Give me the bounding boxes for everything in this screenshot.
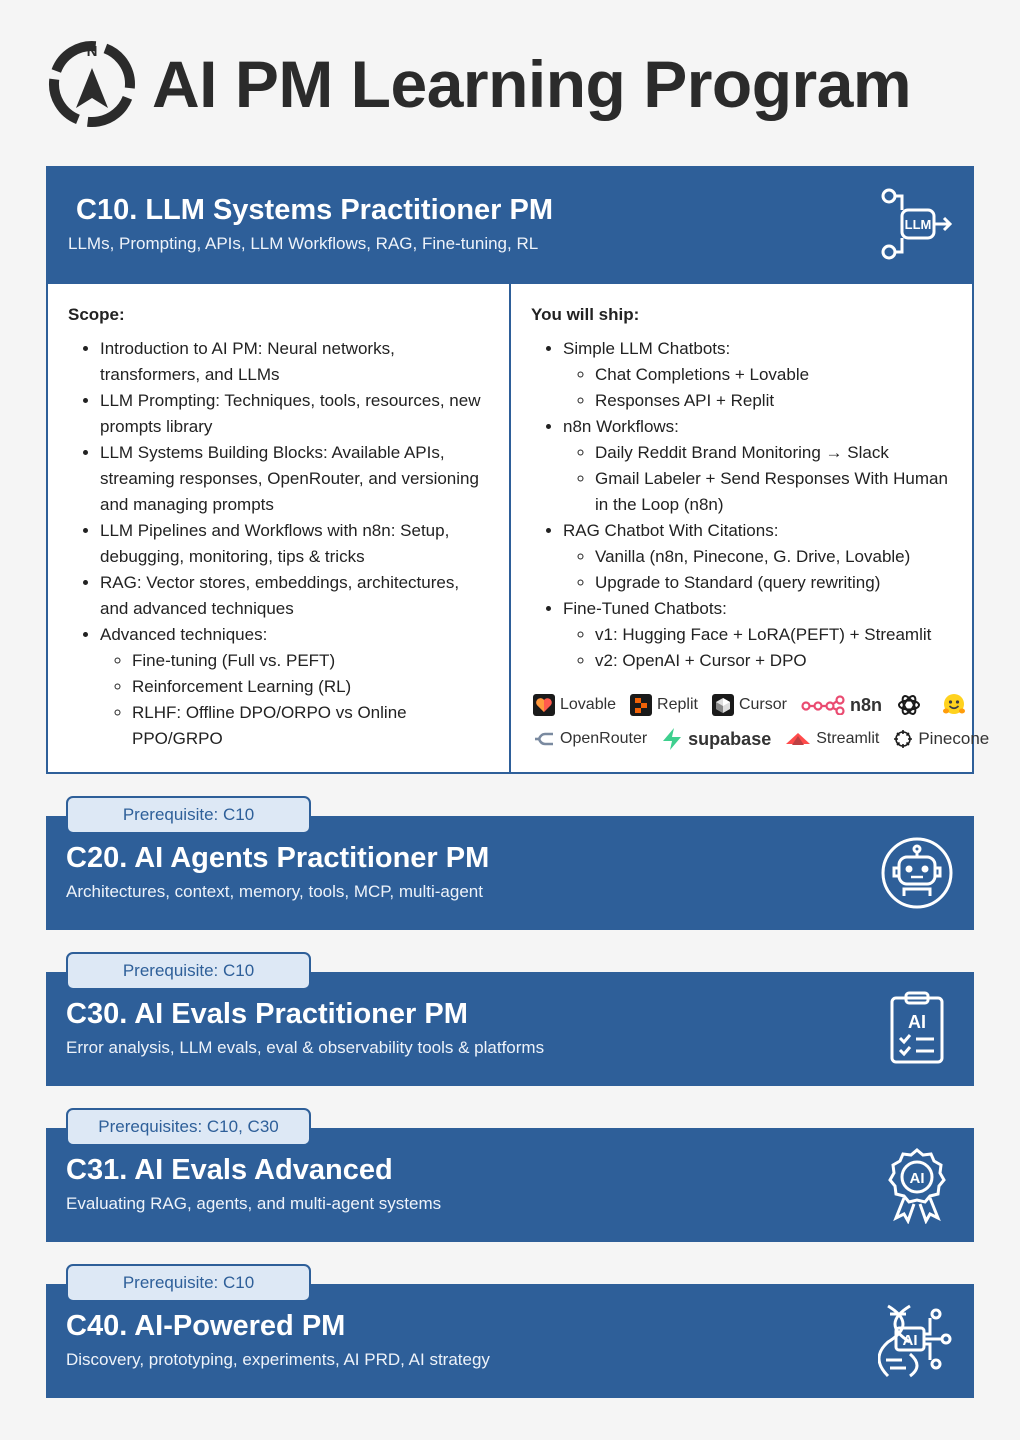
- list-item: ◦ Daily Reddit Brand Monitoring → Slack: [595, 440, 952, 466]
- icon-label: AI: [909, 1170, 925, 1187]
- tool-label: Replit: [657, 696, 698, 713]
- icon-label: AI: [908, 1012, 926, 1032]
- page-title: AI PM Learning Program: [152, 47, 912, 121]
- award-badge-icon: [878, 1146, 956, 1224]
- tool-pinecone: [893, 726, 989, 752]
- list-item: [100, 622, 489, 752]
- tool-row: [533, 688, 973, 722]
- list-item: • LLM Pipelines and Workflows with n8n: Setup, debugging, monitoring, tips & tricks: [100, 518, 489, 570]
- tool-label: supabase: [688, 729, 772, 749]
- prerequisite-badge: Prerequisite: C10: [66, 796, 311, 834]
- course-title: C30. AI Evals Practitioner PM: [66, 998, 468, 1030]
- advanced-list: [100, 648, 489, 752]
- scope-column: [48, 284, 511, 772]
- tool-lovable: [533, 692, 616, 718]
- course-subtitle: Discovery, prototyping, experiments, AI PRD, AI strategy: [66, 1350, 490, 1369]
- pinecone-icon: [893, 729, 913, 749]
- course-title: C20. AI Agents Practitioner PM: [66, 842, 490, 874]
- ship-heading: You will ship:: [531, 305, 640, 324]
- replit-icon: [630, 694, 652, 716]
- supabase-icon: [661, 727, 683, 751]
- list-item-label: Advanced techniques:: [100, 625, 268, 644]
- course-subtitle: LLMs, Prompting, APIs, LLM Workflows, RAG, Fine-tuning, RL: [68, 234, 539, 253]
- tool-label: OpenRouter: [560, 730, 648, 747]
- tool-label: n8n: [849, 695, 882, 715]
- scope-heading: Scope:: [68, 305, 125, 324]
- robot-icon: [878, 834, 956, 912]
- list-item: [563, 596, 952, 674]
- c10-details: [46, 284, 990, 774]
- course-subtitle: Error analysis, LLM evals, eval & observability tools & platforms: [66, 1038, 545, 1057]
- list-item: ◦ Gmail Labeler + Send Responses With Human in the Loop (n8n): [595, 466, 952, 518]
- llm-network-icon: [880, 186, 956, 262]
- prerequisite-badge: Prerequisite: C10: [66, 1264, 311, 1302]
- hugging-face-icon: [941, 692, 967, 718]
- tool-openai: [896, 692, 927, 718]
- list-item: • LLM Prompting: Techniques, tools, resources, new prompts library: [100, 388, 489, 440]
- list-item: ◦ v1: Hugging Face + LoRA(PEFT) + Streamlit: [595, 622, 952, 648]
- list-item: ◦ Chat Completions + Lovable: [595, 362, 952, 388]
- list-item: [563, 518, 952, 596]
- page-header: [46, 34, 976, 134]
- clipboard-checklist-icon: [878, 990, 956, 1068]
- list-item: ◦ Vanilla (n8n, Pinecone, G. Drive, Lovable): [595, 544, 952, 570]
- list-item: [563, 336, 952, 414]
- compass-logo-icon: [46, 38, 138, 130]
- tool-supabase: [661, 726, 771, 752]
- sub-list: [563, 622, 952, 674]
- streamlit-icon: [785, 730, 811, 748]
- prerequisite-badge: Prerequisite: C10: [66, 952, 311, 990]
- tool-cursor: [712, 692, 787, 718]
- tool-label: Cursor: [738, 696, 787, 713]
- course-subtitle: Architectures, context, memory, tools, MCP, multi-agent: [66, 882, 483, 901]
- tool-logos: [533, 688, 990, 756]
- openai-icon: [896, 692, 922, 718]
- lovable-icon: [533, 694, 555, 716]
- tool-n8n: [801, 692, 882, 718]
- course-title: C40. AI-Powered PM: [66, 1310, 346, 1342]
- llm-icon-label: LLM: [904, 217, 932, 232]
- tool-openrouter: [533, 726, 647, 752]
- list-item: [563, 414, 952, 518]
- course-c10: [46, 166, 974, 284]
- dna-ai-icon: [878, 1302, 956, 1380]
- tool-label: Pinecone: [918, 729, 990, 748]
- list-item: • Introduction to AI PM: Neural networks, transformers, and LLMs: [100, 336, 489, 388]
- list-item-label: RAG Chatbot With Citations:: [563, 521, 779, 540]
- list-item: ◦ Responses API + Replit: [595, 388, 952, 414]
- list-item-label: Simple LLM Chatbots:: [563, 339, 731, 358]
- tool-replit: [630, 692, 698, 718]
- tool-huggingface: [941, 692, 972, 718]
- list-item: • LLM Systems Building Blocks: Available APIs, streaming responses, OpenRouter, and versioning and managing prompts: [100, 440, 489, 518]
- cursor-icon: [712, 694, 734, 716]
- sub-list: [563, 440, 952, 518]
- list-item-label: Fine-Tuned Chatbots:: [563, 599, 727, 618]
- tool-streamlit: [785, 726, 879, 752]
- openrouter-icon: [533, 730, 555, 748]
- sub-list: [563, 362, 952, 414]
- course-title: C31. AI Evals Advanced: [66, 1154, 393, 1186]
- tool-label: Streamlit: [816, 730, 880, 747]
- ship-column: [511, 284, 990, 772]
- course-subtitle: Evaluating RAG, agents, and multi-agent systems: [66, 1194, 442, 1213]
- list-item-label: n8n Workflows:: [563, 417, 679, 436]
- list-item: ◦ v2: OpenAI + Cursor + DPO: [595, 648, 952, 674]
- list-item: • RAG: Vector stores, embeddings, architectures, and advanced techniques: [100, 570, 489, 622]
- icon-label: AI: [902, 1332, 918, 1349]
- sub-list: [563, 544, 952, 596]
- course-title: C10. LLM Systems Practitioner PM: [76, 194, 554, 226]
- ship-list: [531, 336, 952, 674]
- logo-letter: N: [86, 43, 98, 60]
- list-item: ◦ Reinforcement Learning (RL): [132, 674, 489, 700]
- n8n-icon: [801, 695, 845, 715]
- scope-list: [68, 336, 489, 752]
- list-item: ◦ Upgrade to Standard (query rewriting): [595, 570, 952, 596]
- list-item: ◦ Fine-tuning (Full vs. PEFT): [132, 648, 489, 674]
- tool-row: [533, 722, 990, 756]
- prerequisite-badge: Prerequisites: C10, C30: [66, 1108, 311, 1146]
- tool-label: Lovable: [560, 696, 617, 713]
- list-item: ◦ RLHF: Offline DPO/ORPO vs Online PPO/GRPO: [132, 700, 489, 752]
